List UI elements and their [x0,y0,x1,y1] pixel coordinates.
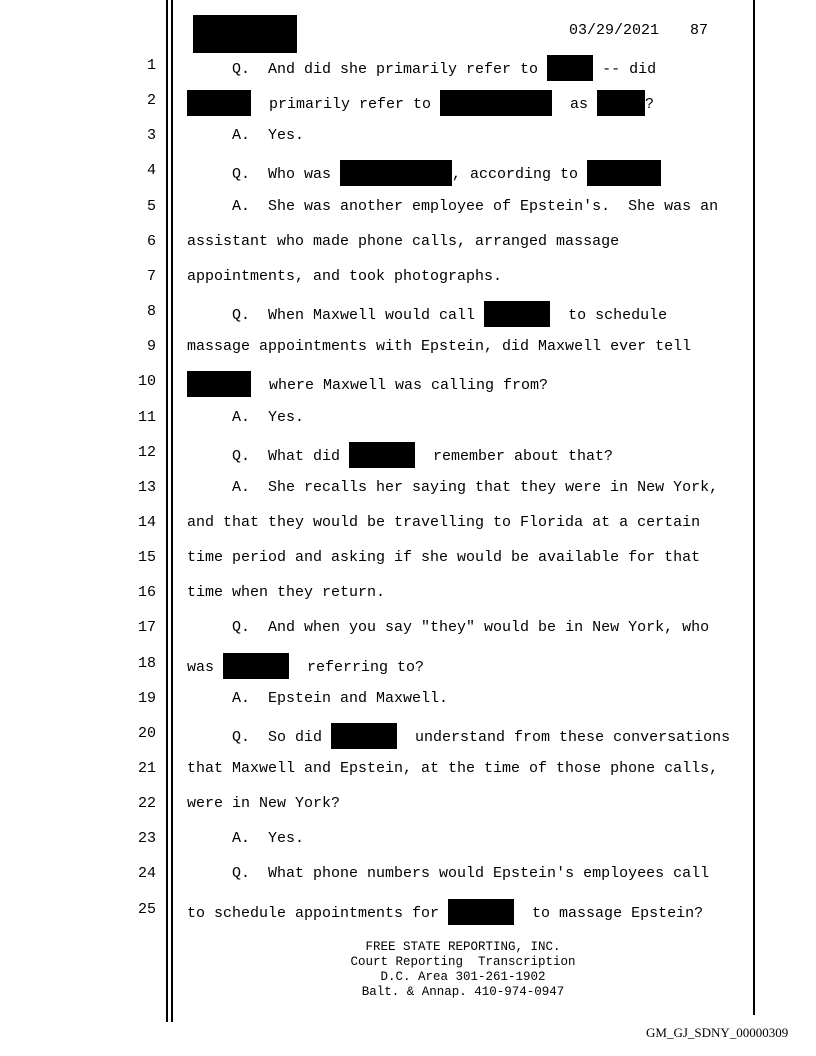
speaker-label: Q. [232,60,251,78]
line-number: 24 [137,865,156,883]
redaction-box [340,160,452,186]
transcript-line [187,161,661,187]
transcript-line [187,197,718,217]
line-text: where Maxwell was calling from? [251,377,549,395]
line-text: , according to [452,166,588,184]
transcript-date: 03/29/2021 [569,22,660,39]
line-number: 8 [146,303,156,321]
redaction-box [587,160,661,186]
line-text: to schedule appointments for [187,904,449,922]
line-text: primarily refer to [251,96,441,114]
line-number: 7 [146,267,156,285]
line-number: 11 [137,408,156,426]
line-text: time when they return. [187,584,386,602]
transcript-line [187,443,613,469]
right-margin-rule [753,0,755,1015]
footer-company: FREE STATE REPORTING, INC. [365,940,561,954]
line-number: 4 [146,162,156,180]
transcript-line [187,478,718,498]
line-number: 14 [137,513,156,531]
line-text: Epstein and Maxwell. [268,689,449,707]
line-text: What phone numbers would Epstein's employees call [268,865,710,883]
transcript-line [187,302,667,328]
line-text: that Maxwell and Epstein, at the time of those phone calls, [187,760,719,777]
speaker-label: Q. [232,865,251,883]
transcript-line [187,91,654,117]
redaction-box [597,90,645,116]
line-number: 25 [137,900,156,918]
speaker-label: A. [232,408,251,426]
line-number: 3 [146,127,156,145]
line-number: 21 [137,760,156,777]
transcript-line [187,759,718,779]
transcript-line [187,618,709,638]
line-number: 9 [146,338,156,356]
line-text: to massage Epstein? [514,904,704,922]
line-number: 17 [137,619,156,637]
line-text: was [187,658,224,676]
redaction-box [440,90,552,116]
speaker-label: Q. [232,619,251,637]
line-number: 2 [146,92,156,110]
redaction-box [223,653,289,679]
transcript-line [187,513,700,533]
redaction-box [187,371,251,397]
transcript-line [187,689,448,709]
line-text: time period and asking if she would be available for that [187,549,701,567]
transcript-line [187,829,304,849]
transcript-line [187,794,340,814]
line-text: to schedule [550,307,668,325]
redaction-box [484,301,550,327]
speaker-label: Q. [232,447,251,465]
page-number: 87 [690,22,709,39]
speaker-label: A. [232,127,251,145]
speaker-label: Q. [232,307,251,325]
line-text: And did she primarily refer to [268,60,548,78]
line-text: So did [268,728,332,746]
speaker-label: Q. [232,166,251,184]
redaction-box [187,90,251,116]
transcript-line [187,548,700,568]
line-text: Who was [268,166,341,184]
footer-phone-dc: D.C. Area 301-261-1902 [380,970,546,984]
redaction-box [349,442,415,468]
transcript-line [187,900,703,926]
line-text: Yes. [268,408,305,426]
left-margin-rule-outer [166,0,168,1022]
redaction-box [331,723,397,749]
transcript-line [187,126,304,146]
transcript-line [187,654,424,680]
line-number: 23 [137,830,156,848]
line-text: referring to? [289,658,425,676]
speaker-label: A. [232,478,251,496]
transcript-line [187,56,656,82]
line-text: appointments, and took photographs. [187,267,503,285]
transcript-line [187,267,502,287]
line-text: ? [645,96,655,114]
speaker-label: Q. [232,728,251,746]
line-number: 6 [146,232,156,250]
left-margin-rule-inner [171,0,173,1022]
line-number: 20 [137,724,156,742]
line-number: 16 [137,584,156,602]
line-text: assistant who made phone calls, arranged massage [187,232,620,250]
line-text: remember about that? [415,447,614,465]
line-text: as [552,96,598,114]
header-redaction [193,15,297,53]
line-number: 22 [137,795,156,813]
transcript-line [187,583,385,603]
line-text: Yes. [268,127,305,145]
bates-number: GM_GJ_SDNY_00000309 [646,1025,789,1040]
line-number: 18 [137,654,156,672]
footer-phone-balt: Balt. & Annap. 410-974-0947 [361,985,565,999]
line-text: were in New York? [187,795,341,813]
line-text: massage appointments with Epstein, did Maxwell ever tell [187,338,692,356]
line-text: and that they would be travelling to Florida at a certain [187,513,701,531]
transcript-line [187,724,730,750]
line-number: 12 [137,443,156,461]
speaker-label: A. [232,830,251,848]
line-text: She recalls her saying that they were in New York, [268,478,719,496]
line-text: -- did [593,60,657,78]
transcript-line [187,337,691,357]
line-text: What did [268,447,350,465]
transcript-line [187,408,304,428]
speaker-label: A. [232,197,251,215]
line-text: Yes. [268,830,305,848]
transcript-line [187,864,709,884]
line-text: She was another employee of Epstein's. She was an [268,197,719,215]
reporter-footer [280,940,646,1000]
redaction-box [448,899,514,925]
line-text: When Maxwell would call [268,307,485,325]
redaction-box [547,55,593,81]
transcript-line [187,232,619,252]
line-number: 5 [146,197,156,215]
line-number: 13 [137,478,156,496]
line-number: 15 [137,549,156,567]
footer-service: Court Reporting Transcription [350,955,576,969]
speaker-label: A. [232,689,251,707]
line-text: understand from these conversations [397,728,731,746]
transcript-line [187,372,548,398]
line-number: 19 [137,689,156,707]
line-number: 10 [137,373,156,391]
line-text: And when you say "they" would be in New York, who [268,619,710,637]
line-number: 1 [146,57,156,74]
